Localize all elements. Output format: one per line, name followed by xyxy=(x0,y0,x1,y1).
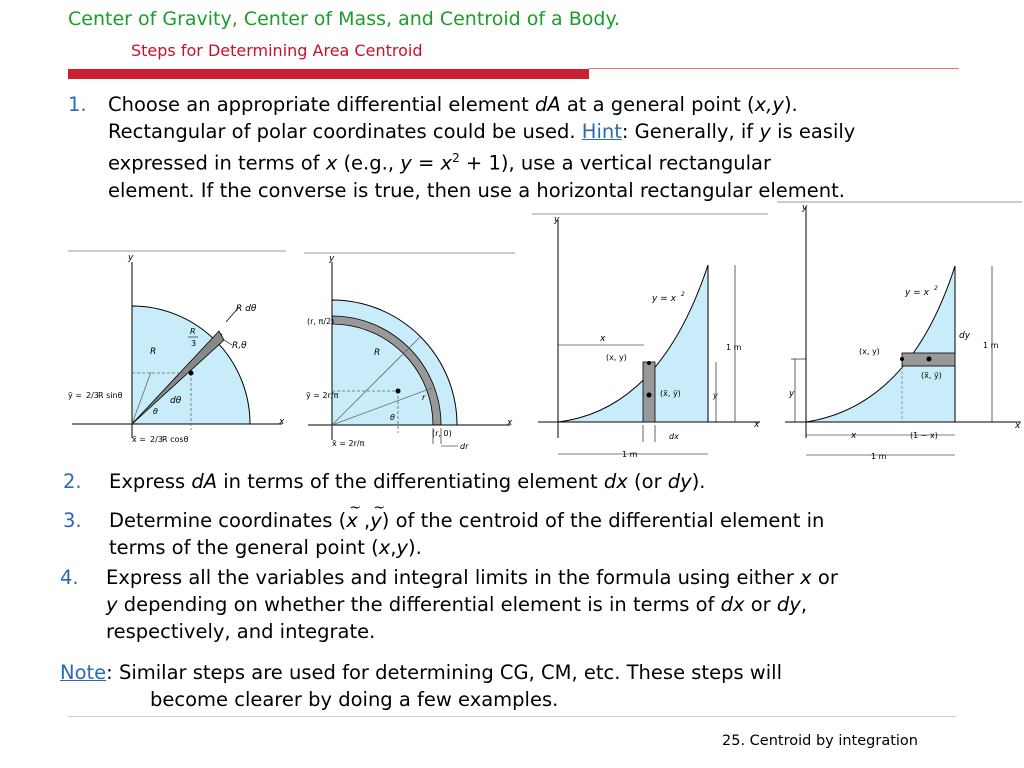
svg-text:(x, y): (x, y) xyxy=(859,347,880,356)
svg-text:dx: dx xyxy=(669,432,679,441)
step-2-number: 2. xyxy=(63,470,82,493)
figure-parabola-horizontal-element xyxy=(775,198,1024,466)
step-1-text: Choose an appropriate differential element dA at a general point (x,y). Rectangular of polar coordinates could be used. Hint: Generally, if y is easily expressed in terms of x (e.g., $y = x^2 + 1$), use a vertical rectangular element. If the converse is true, then use a horizontal rectangular element. xyxy=(108,93,856,202)
svg-text:x: x xyxy=(851,431,857,441)
svg-text:y: y xyxy=(789,389,795,399)
slide-subtitle: Steps for Determining Area Centroid xyxy=(131,41,423,60)
note-label[interactable]: Note xyxy=(60,661,107,684)
svg-text:θ: θ xyxy=(153,407,158,416)
svg-text:R sinθ: R sinθ xyxy=(98,391,123,400)
title-rule-thin xyxy=(589,68,959,69)
note: Note: Similar steps are used for determining CG, CM, etc. These steps will become clearer by doing a few examples. xyxy=(60,661,783,711)
svg-text:2/3: 2/3 xyxy=(150,435,163,444)
svg-text:dy: dy xyxy=(959,331,971,341)
svg-text:x: x xyxy=(600,334,606,344)
svg-text:2: 2 xyxy=(681,291,685,298)
step-4-text: Express all the variables and integral limits in the formula using either x or y depending on whether the differential element is in terms of dx or dy, respectively, and integrate. xyxy=(106,566,838,643)
svg-text:y = x: y = x xyxy=(905,288,929,298)
svg-text:(x, y): (x, y) xyxy=(606,353,627,362)
svg-text:1 m: 1 m xyxy=(983,341,999,350)
svg-text:1 m: 1 m xyxy=(622,450,638,459)
note-text-line-2: become clearer by doing a few examples. xyxy=(150,688,559,711)
step-2-text: Express dA in terms of the differentiating element dx (or dy). xyxy=(109,470,706,493)
svg-text:1 m: 1 m xyxy=(871,452,887,461)
svg-text:y = x: y = x xyxy=(652,294,676,304)
hint-link[interactable]: Hint xyxy=(581,120,622,143)
svg-text:x: x xyxy=(507,418,513,428)
svg-text:(r, π/2): (r, π/2) xyxy=(307,317,335,326)
svg-text:x: x xyxy=(1015,421,1021,431)
svg-text:x: x xyxy=(279,417,285,427)
svg-text:R dθ: R dθ xyxy=(236,304,257,314)
figure-parabola-vertical-element xyxy=(530,210,770,465)
step-1 xyxy=(68,91,1008,203)
svg-text:x̄ = 2r/π: x̄ = 2r/π xyxy=(332,439,365,448)
svg-text:dθ: dθ xyxy=(170,396,182,406)
svg-text:(x̃, ỹ): (x̃, ỹ) xyxy=(660,389,681,398)
svg-text:r: r xyxy=(422,393,426,402)
svg-text:R: R xyxy=(150,347,157,357)
step-2 xyxy=(63,468,963,495)
svg-text:3: 3 xyxy=(191,339,197,348)
footer-text: 25. Centroid by integration xyxy=(722,733,918,749)
svg-text:2/3: 2/3 xyxy=(86,391,99,400)
svg-text:θ: θ xyxy=(390,413,395,422)
svg-text:x̄ =: x̄ = xyxy=(132,435,146,444)
step-4-number: 4. xyxy=(60,566,79,589)
step-3 xyxy=(63,507,963,561)
step-4 xyxy=(60,564,980,645)
svg-text:y: y xyxy=(554,215,560,225)
svg-text:R: R xyxy=(374,348,381,358)
svg-text:R: R xyxy=(190,327,196,336)
svg-text:x: x xyxy=(754,420,760,430)
step-3-number: 3. xyxy=(63,509,82,532)
svg-text:(x̃, ỹ): (x̃, ỹ) xyxy=(921,371,942,380)
svg-text:(r, 0): (r, 0) xyxy=(432,429,452,438)
svg-text:y: y xyxy=(802,203,808,213)
step-3-text: Determine coordinates (~ x ,~ y) of the centroid of the differential element in terms of the general point (x,y). xyxy=(109,507,824,561)
slide-title: Center of Gravity, Center of Mass, and Centroid of a Body. xyxy=(68,8,621,30)
svg-text:dr: dr xyxy=(460,442,469,451)
svg-text:(1 − x): (1 − x) xyxy=(910,431,938,440)
svg-text:y: y xyxy=(128,253,134,263)
svg-text:2: 2 xyxy=(934,285,938,292)
svg-text:R cosθ: R cosθ xyxy=(162,435,189,444)
svg-text:y: y xyxy=(329,254,335,264)
svg-text:y: y xyxy=(713,391,718,400)
figure-quarter-circle-ring xyxy=(302,248,517,463)
title-rule-red xyxy=(68,69,589,79)
svg-text:ȳ =: ȳ = xyxy=(68,391,82,400)
footer-rule xyxy=(68,716,956,717)
svg-text:1 m: 1 m xyxy=(726,343,742,352)
step-1-number: 1. xyxy=(68,93,87,116)
svg-text:R,θ: R,θ xyxy=(232,341,247,351)
svg-text:ȳ = 2r/π: ȳ = 2r/π xyxy=(306,391,339,400)
figure-quarter-circle-polar xyxy=(66,248,288,453)
